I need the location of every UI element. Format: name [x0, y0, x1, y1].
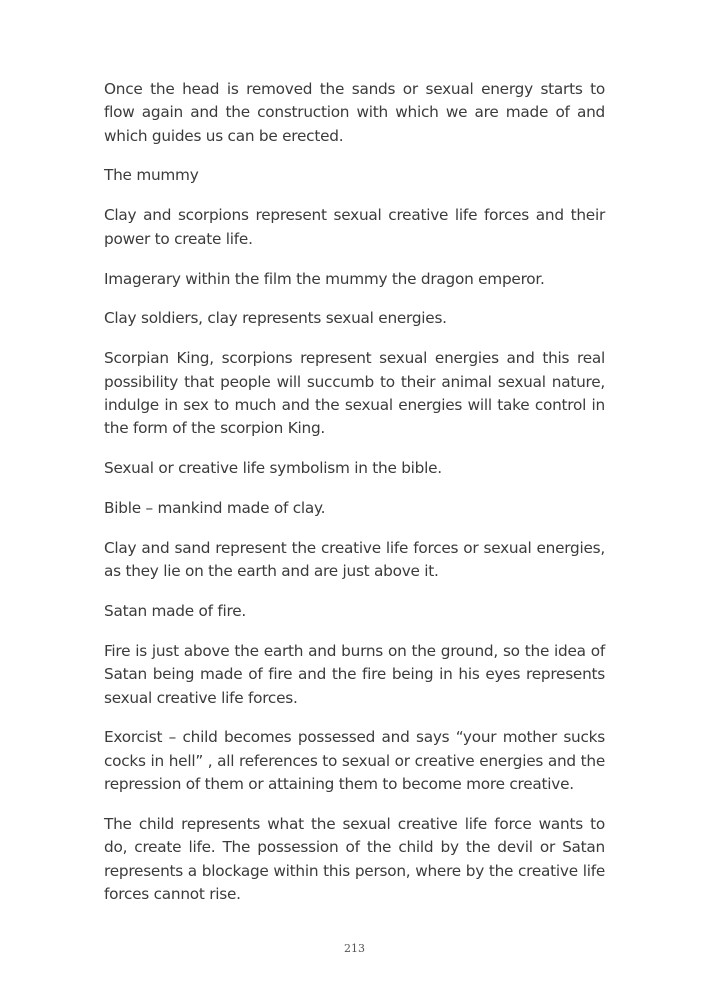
paragraph: Scorpian King, scorpions represent sexual energies and this real possibility that people will succumb to their animal sexual nature, indulge in sex to much and the sexual energies will take control in the form of the scorpion King.: [104, 349, 605, 438]
paragraph: Fire is just above the earth and burns on the ground, so the idea of Satan being made of fire and the fire being in his eyes represents sexual creative life forces.: [104, 641, 605, 707]
paragraph: The mummy: [104, 166, 199, 185]
paragraph: Clay and sand represent the creative life forces or sexual energies, as they lie on the earth and are just above it.: [104, 538, 605, 581]
paragraph: The child represents what the sexual creative life force wants to do, create life. The possession of the child by the devil or Satan represents a blockage within this person, where by the creative life forces cannot rise.: [104, 814, 605, 903]
paragraph: Clay soldiers, clay represents sexual energies.: [104, 309, 447, 328]
page-number: 213: [344, 942, 365, 955]
paragraph: Clay and scorpions represent sexual creative life forces and their power to create life.: [104, 206, 605, 248]
paragraph: Sexual or creative life symbolism in the bible.: [104, 459, 442, 478]
paragraph: Satan made of fire.: [104, 602, 246, 621]
paragraph: Imagerary within the film the mummy the dragon emperor.: [104, 269, 545, 288]
paragraph: Bible – mankind made of clay.: [104, 499, 326, 518]
paragraph: Once the head is removed the sands or sexual energy starts to flow again and the construction with which we are made of and which guides us can be erected.: [104, 80, 605, 145]
paragraph: Exorcist – child becomes possessed and says “your mother sucks cocks in hell” , all references to sexual or creative energies and the repression of them or attaining them to become more creative.: [104, 728, 605, 794]
page-body: [104, 78, 605, 923]
